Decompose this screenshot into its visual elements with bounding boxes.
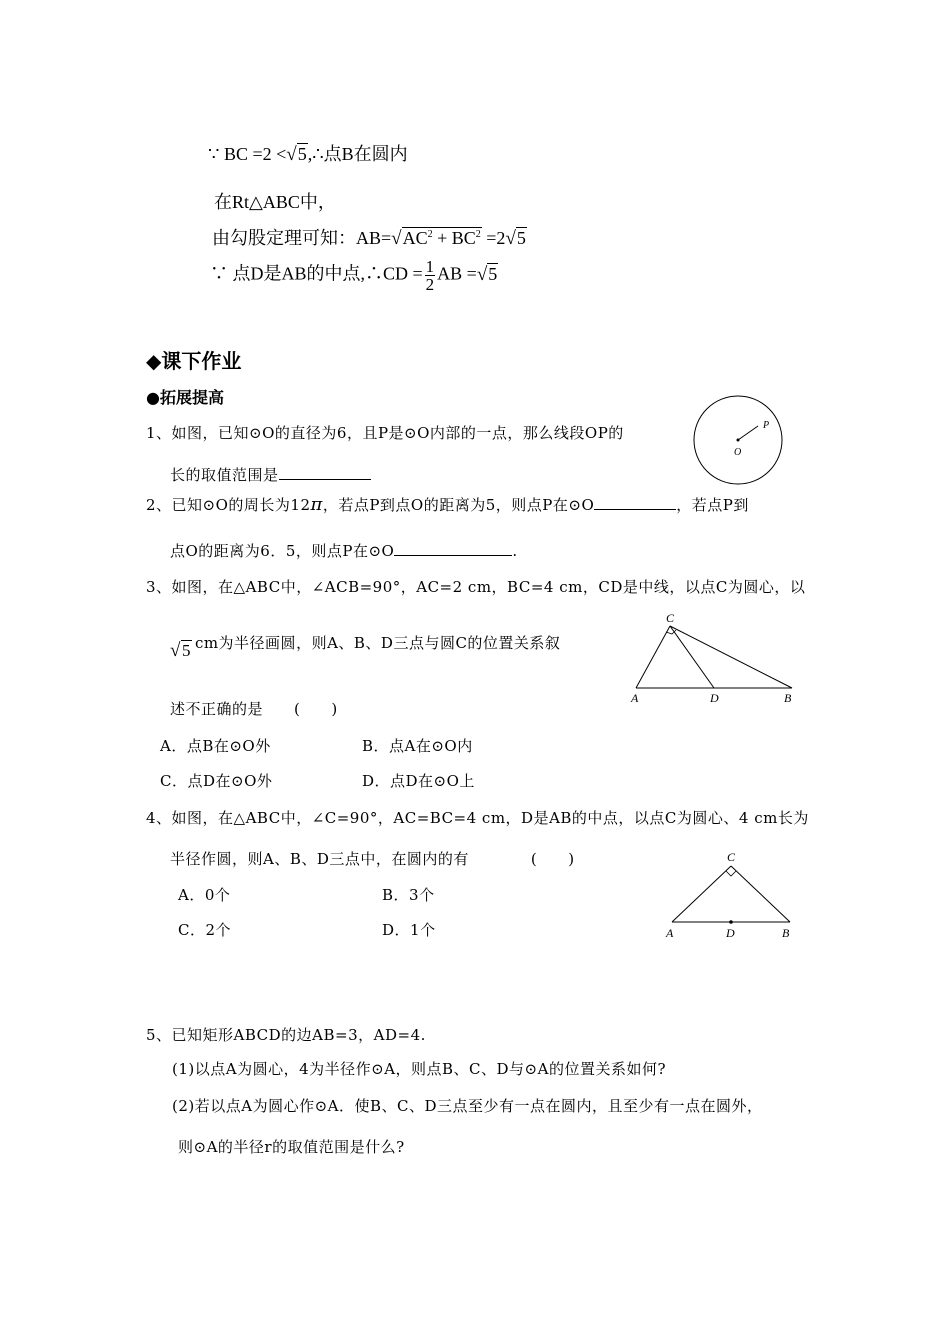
- median-cd: [670, 626, 714, 688]
- label-a: A: [666, 926, 674, 940]
- answer-blank[interactable]: [594, 509, 676, 510]
- sqrt-symbol: √5: [170, 640, 191, 661]
- q1-circle-figure: [690, 394, 790, 486]
- side-bc: [670, 626, 792, 688]
- side-ac: [636, 626, 670, 688]
- q1-prompt: 长的取值范围是: [170, 466, 279, 484]
- q3-option-c[interactable]: C．点D在⊙O外: [160, 772, 273, 790]
- solution-line-1: [208, 140, 408, 166]
- q4-line-1: 4、如图，在△ABC中，∠C=90°，AC=BC=4 cm，D是AB的中点，以点C为圆心、4 cm长为: [146, 809, 809, 827]
- sqrt-symbol: √5: [286, 144, 307, 165]
- q5-part-2: (2)若以点A为圆心作⊙A．使B、C、D三点至少有一点在圆内，且至少有一点在圆外，: [172, 1097, 763, 1115]
- solution-line-2: 在Rt△ABC中，: [214, 192, 336, 212]
- subsection-title: ●拓展提高: [146, 388, 224, 407]
- sqrt-radicand: 5: [488, 263, 498, 284]
- q5-part-2-cont: 则⊙A的半径r的取值范围是什么?: [178, 1138, 405, 1156]
- denominator: 2: [425, 275, 435, 294]
- label-b: B: [782, 926, 790, 940]
- q3-line-1: 3、如图，在△ABC中，∠ACB=90°，AC=2 cm，BC=4 cm，CD是中线，以点C为圆心，以: [146, 578, 806, 596]
- q4-option-d[interactable]: D．1个: [382, 921, 436, 939]
- q4-option-a[interactable]: A．0个: [178, 886, 231, 904]
- sqrt-radicand: [402, 227, 482, 248]
- label-d: D: [726, 926, 735, 940]
- midpoint-d: [729, 920, 733, 924]
- q5-part-1: (1)以点A为圆心，4为半径作⊙A，则点B、C、D与⊙A的位置关系如何?: [172, 1060, 666, 1078]
- label-o: O: [734, 447, 742, 458]
- q4-option-b[interactable]: B．3个: [382, 886, 435, 904]
- q3-line-3: 述不正确的是 ( ): [170, 700, 338, 718]
- segment-op: [738, 426, 758, 440]
- solution-because-text: ∵ BC =2 <: [208, 144, 287, 164]
- sqrt-symbol: √5: [505, 228, 526, 249]
- label-c: C: [666, 611, 675, 625]
- exponent: 2: [475, 229, 481, 240]
- radicand-ac: AC: [402, 228, 428, 248]
- q2-text-b: ，若点P到点O的距离为5，则点P在⊙O: [322, 496, 595, 514]
- answer-blank[interactable]: [394, 555, 512, 556]
- side-ac: [672, 866, 731, 922]
- label-c: C: [727, 850, 736, 864]
- solution-conclusion-text: ,∴点B在圆内: [307, 144, 408, 164]
- q4-triangle-figure: [660, 848, 800, 942]
- q3-option-a[interactable]: A．点B在⊙O外: [160, 737, 271, 755]
- sqrt-radicand: 5: [181, 641, 191, 660]
- label-p: P: [763, 420, 770, 431]
- q3-option-b[interactable]: B．点A在⊙O内: [362, 737, 473, 755]
- q2-text-a: 2、已知⊙O的周长为12: [146, 496, 311, 514]
- exponent: 2: [427, 229, 433, 240]
- radicand-bc: + BC: [432, 228, 476, 248]
- equals-text: =2: [481, 228, 506, 248]
- q1-line-1: 1、如图，已知⊙O的直径为6，且P是⊙O内部的一点，那么线段OP的: [146, 424, 624, 442]
- q3-triangle-figure: [626, 608, 802, 708]
- label-d: D: [710, 691, 719, 705]
- q2-line-1: [146, 494, 749, 515]
- right-angle-mark: [726, 871, 736, 876]
- sqrt-radicand: 5: [516, 228, 526, 248]
- q4-line-2: 半径作圆，则A、B、D三点中，在圆内的有 ( ): [170, 850, 575, 868]
- pythagoras-prefix: 由勾股定理可知：AB=: [212, 228, 392, 248]
- numerator: 1: [425, 257, 435, 276]
- label-b: B: [784, 691, 792, 705]
- q3-line-2: [170, 634, 561, 662]
- q2-line-2: [170, 540, 518, 561]
- fraction: [425, 258, 436, 293]
- q1-line-2: [170, 464, 371, 485]
- section-title: ◆课下作业: [146, 349, 242, 373]
- q3-text: cm为半径画圆，则A、B、D三点与圆C的位置关系叙: [194, 634, 561, 652]
- midpoint-prefix: ∵ 点D是AB的中点,∴CD =: [210, 263, 423, 284]
- answer-blank[interactable]: [279, 479, 371, 480]
- sqrt-symbol: $√AC^2 + BC^2$: [391, 228, 481, 249]
- sqrt-radicand: 5: [297, 144, 307, 164]
- q5-line-1: 5、已知矩形ABCD的边AB=3，AD=4.: [146, 1026, 426, 1044]
- q4-option-c[interactable]: C．2个: [178, 921, 232, 939]
- solution-line-3: [212, 224, 527, 250]
- center-point: [737, 439, 740, 442]
- q2-period: .: [512, 542, 518, 560]
- side-bc: [731, 866, 790, 922]
- q3-option-d[interactable]: D．点D在⊙O上: [362, 772, 475, 790]
- sqrt-symbol: √5: [476, 263, 498, 285]
- q2-text-d: 点O的距离为6．5，则点P在⊙O: [170, 542, 395, 560]
- q2-text-c: ，若点P到: [676, 496, 749, 514]
- pi-symbol: π: [310, 494, 323, 515]
- label-a: A: [631, 691, 639, 705]
- solution-line-4: [210, 258, 498, 293]
- midpoint-ab: AB =: [437, 263, 477, 284]
